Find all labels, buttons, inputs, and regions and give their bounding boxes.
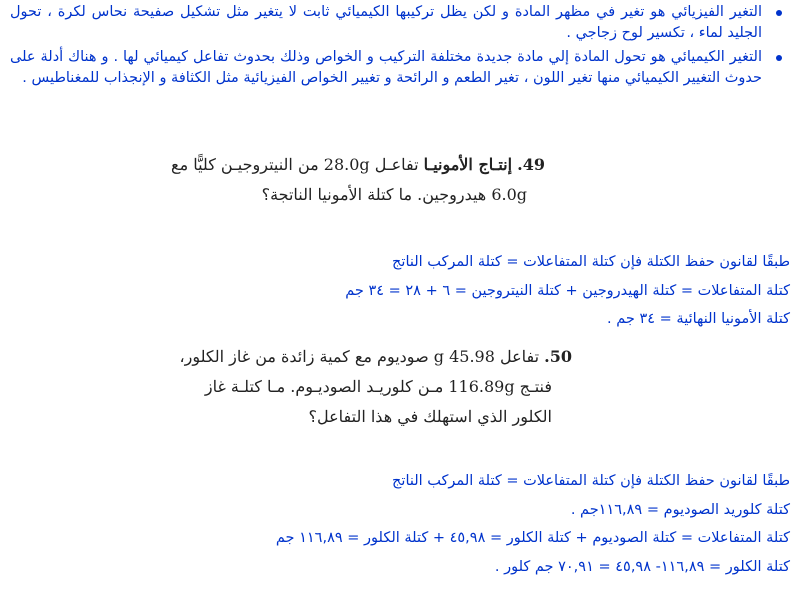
definitions-list — [10, 2, 790, 92]
question-50-line-1-rest: تفاعل 45.98 g صوديوم مع كمية زائدة من غاز الكلور، — [179, 347, 540, 366]
answer-49-line-3: كتلة الأمونيا النهائية = ٣٤ جم . — [607, 311, 790, 327]
answer-50-line-4: كتلة الكلور = ١١٦,٨٩- ٤٥,٩٨ = ٧٠,٩١ جم كلور . — [494, 558, 790, 575]
bullet-dot-icon — [776, 10, 782, 16]
question-50-number: 50. — [544, 347, 572, 366]
answer-49-line-2: كتلة المتفاعلات = كتلة الهيدروجين + كتلة النيتروجين = ٦ + ٢٨ = ٣٤ جم — [345, 282, 790, 299]
chemical-change-item — [10, 47, 790, 89]
question-50 — [179, 342, 572, 432]
answer-49 — [345, 248, 790, 334]
question-49-line-1-rest: تفاعـل 28.0g من النيتروجيـن كليًّا مع — [171, 155, 419, 174]
question-49-number: 49. — [517, 155, 545, 174]
question-50-line-2: فنتـج 116.89g مـن كلوريـد الصوديـوم. مـا كتلـة غاز — [204, 377, 552, 396]
bullet-dot-icon — [776, 55, 782, 61]
question-49-title: إنتـاج الأمونيـا — [423, 155, 513, 174]
answer-49-line-1: طبقًا لقانون حفظ الكتلة فإن كتلة المتفاعلات = كتلة المركب الناتج — [392, 254, 790, 270]
chemical-change-text: التغير الكيميائي هو تحول المادة إلي مادة جديدة مختلفة التركيب و الخواص وذلك بحدوث تفاعل كيميائي لها . و هناك أدلة على حدوث التغيير الكيميائي منها تغير اللون ، تغير الطعم و الرائحة و تغيير الخواص الفيزيائية مثل الكثافة و الإنجذاب للمغناطيس . — [10, 49, 762, 86]
answer-50-line-3: كتلة المتفاعلات = كتلة الصوديوم + كتلة الكلور = ٤٥,٩٨ + كتلة الكلور = ١١٦,٨٩ جم — [275, 530, 790, 546]
question-49-line-2: 6.0g هيدروجين. ما كتلة الأمونيا الناتجة؟ — [261, 185, 527, 204]
question-49 — [171, 150, 545, 210]
answer-50 — [276, 467, 790, 581]
question-49-line-1 — [171, 150, 545, 180]
question-50-line-1 — [179, 342, 572, 372]
question-50-line-3: الكلور الذي استهلك في هذا التفاعل؟ — [308, 407, 552, 426]
physical-change-item — [10, 2, 790, 44]
answer-50-line-1: طبقًا لقانون حفظ الكتلة فإن كتلة المتفاعلات = كتلة المركب الناتج — [392, 473, 790, 489]
physical-change-text: التغير الفيزيائي هو تغير في مظهر المادة و لكن يظل تركيبها الكيميائي ثابت لا يتغير مثل تشكيل صفيحة نحاس لكرة ، تحول الجليد لماء ، تكسير لوح زجاجي . — [10, 4, 762, 41]
answer-50-line-2: كتلة كلوريد الصوديوم = ١١٦,٨٩جم . — [570, 501, 790, 518]
